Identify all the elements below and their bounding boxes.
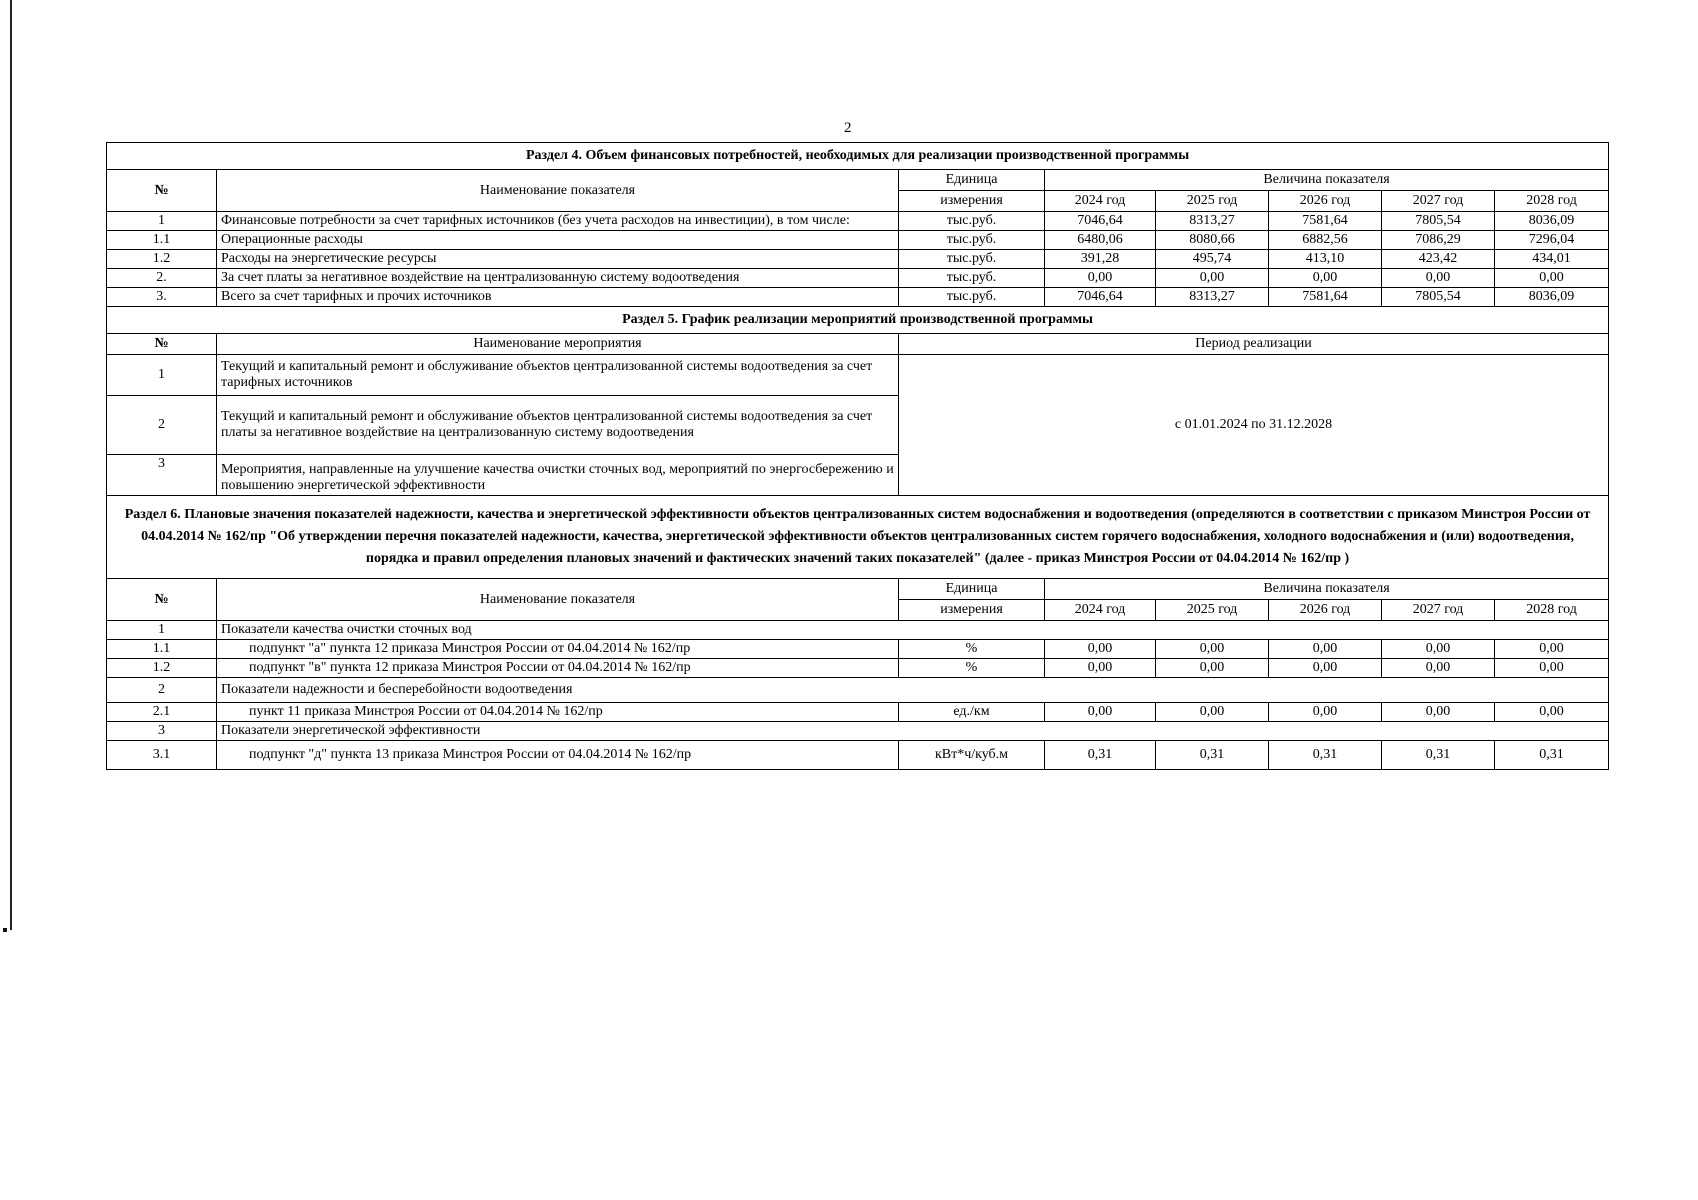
- col-num-header: №: [107, 334, 217, 355]
- row-value: 0,00: [1382, 703, 1495, 722]
- col-unit-header-1: Единица: [899, 170, 1045, 191]
- row-value: 0,31: [1156, 741, 1269, 770]
- row-name: подпункт "а" пункта 12 приказа Минстроя России от 04.04.2014 № 162/пр: [217, 640, 899, 659]
- row-name: Расходы на энергетические ресурсы: [217, 250, 899, 269]
- row-num: 3.: [107, 288, 217, 307]
- year-header: 2026 год: [1269, 600, 1382, 621]
- row-name: подпункт "в" пункта 12 приказа Минстроя России от 04.04.2014 № 162/пр: [217, 659, 899, 678]
- row-value: 7046,64: [1045, 288, 1156, 307]
- table-row: [107, 355, 1609, 396]
- table-row: [107, 659, 1609, 678]
- row-value: 0,00: [1269, 659, 1382, 678]
- row-value: 7046,64: [1045, 212, 1156, 231]
- row-value: 0,00: [1495, 269, 1609, 288]
- row-value: 8313,27: [1156, 288, 1269, 307]
- section6-title: Раздел 6. Плановые значения показателей надежности, качества и энергетической эффективности объектов централизованных систем водоснабжения и водоотведения (определяются в соответствии с приказом Минстроя России от 04.04.2014 № 162/пр "Об утверждении перечня показателей надежности, качества, энергетической эффективности объектов централизованных систем горячего водоснабжения, холодного водоснабжения и (или) водоотведения, порядка и правил определения плановых значений и фактических значений таких показателей" (далее - приказ Минстроя России от 04.04.2014 № 162/пр ): [107, 496, 1609, 579]
- row-unit: тыс.руб.: [899, 269, 1045, 288]
- group-num: 1: [107, 621, 217, 640]
- row-value: 0,00: [1045, 703, 1156, 722]
- row-num: 2: [107, 396, 217, 455]
- page-edge-mark: [3, 928, 7, 932]
- row-num: 1: [107, 212, 217, 231]
- table-row: [107, 703, 1609, 722]
- row-value: 434,01: [1495, 250, 1609, 269]
- group-row: [107, 621, 1609, 640]
- row-value: 0,00: [1382, 659, 1495, 678]
- col-num-header: №: [107, 579, 217, 621]
- col-unit-header-1: Единица: [899, 579, 1045, 600]
- row-value: 6480,06: [1045, 231, 1156, 250]
- row-name: Мероприятия, направленные на улучшение качества очистки сточных вод, мероприятий по энергосбережению и повышению энергетической эффективности: [217, 455, 899, 496]
- row-value: 8313,27: [1156, 212, 1269, 231]
- table-row: [107, 288, 1609, 307]
- group-num: 2: [107, 678, 217, 703]
- year-header: 2027 год: [1382, 191, 1495, 212]
- row-num: 2.: [107, 269, 217, 288]
- row-value: 7805,54: [1382, 212, 1495, 231]
- row-value: 7805,54: [1382, 288, 1495, 307]
- row-value: 0,00: [1156, 640, 1269, 659]
- col-name-header: Наименование показателя: [217, 579, 899, 621]
- row-value: 0,00: [1495, 703, 1609, 722]
- row-value: 0,00: [1495, 659, 1609, 678]
- year-header: 2028 год: [1495, 600, 1609, 621]
- row-value: 7086,29: [1382, 231, 1495, 250]
- year-header: 2024 год: [1045, 600, 1156, 621]
- row-value: 0,31: [1269, 741, 1382, 770]
- row-unit: тыс.руб.: [899, 231, 1045, 250]
- row-name: Всего за счет тарифных и прочих источников: [217, 288, 899, 307]
- table-row: [107, 231, 1609, 250]
- page-number: 2: [844, 120, 852, 136]
- row-unit: %: [899, 659, 1045, 678]
- row-unit: тыс.руб.: [899, 288, 1045, 307]
- row-num: 2.1: [107, 703, 217, 722]
- section5-title: Раздел 5. График реализации мероприятий производственной программы: [107, 307, 1609, 334]
- year-header: 2028 год: [1495, 191, 1609, 212]
- row-value: 7581,64: [1269, 288, 1382, 307]
- row-value: 7581,64: [1269, 212, 1382, 231]
- row-value: 0,00: [1045, 659, 1156, 678]
- row-unit: кВт*ч/куб.м: [899, 741, 1045, 770]
- col-value-header: Величина показателя: [1045, 170, 1609, 191]
- row-value: 8080,66: [1156, 231, 1269, 250]
- row-value: 423,42: [1382, 250, 1495, 269]
- row-value: 0,00: [1045, 640, 1156, 659]
- row-value: 413,10: [1269, 250, 1382, 269]
- row-num: 3: [107, 455, 217, 496]
- col-unit-header-2: измерения: [899, 191, 1045, 212]
- row-num: 1.1: [107, 640, 217, 659]
- row-value: 0,00: [1156, 703, 1269, 722]
- row-name: Финансовые потребности за счет тарифных источников (без учета расходов на инвестиции), в том числе:: [217, 212, 899, 231]
- group-name: Показатели надежности и бесперебойности водоотведения: [217, 678, 1609, 703]
- row-name: подпункт "д" пункта 13 приказа Минстроя России от 04.04.2014 № 162/пр: [217, 741, 899, 770]
- row-name: Текущий и капитальный ремонт и обслуживание объектов централизованной системы водоотведения за счет платы за негативное воздействие на централизованную систему водоотведения: [217, 396, 899, 455]
- group-num: 3: [107, 722, 217, 741]
- row-value: 0,00: [1269, 269, 1382, 288]
- row-value: 8036,09: [1495, 288, 1609, 307]
- row-num: 3.1: [107, 741, 217, 770]
- row-value: 0,00: [1495, 640, 1609, 659]
- row-num: 1.2: [107, 250, 217, 269]
- row-value: 0,31: [1045, 741, 1156, 770]
- row-value: 0,00: [1156, 269, 1269, 288]
- row-value: 495,74: [1156, 250, 1269, 269]
- row-value: 7296,04: [1495, 231, 1609, 250]
- table-row: [107, 250, 1609, 269]
- row-num: 1.2: [107, 659, 217, 678]
- implementation-period: с 01.01.2024 по 31.12.2028: [899, 355, 1609, 496]
- row-name: За счет платы за негативное воздействие на централизованную систему водоотведения: [217, 269, 899, 288]
- col-value-header: Величина показателя: [1045, 579, 1609, 600]
- production-program-table: [106, 142, 1609, 770]
- year-header: 2027 год: [1382, 600, 1495, 621]
- page-edge-line: [10, 0, 12, 930]
- row-unit: тыс.руб.: [899, 250, 1045, 269]
- row-value: 0,00: [1269, 703, 1382, 722]
- year-header: 2026 год: [1269, 191, 1382, 212]
- row-value: 0,31: [1382, 741, 1495, 770]
- col-unit-header-2: измерения: [899, 600, 1045, 621]
- row-num: 1.1: [107, 231, 217, 250]
- row-name: пункт 11 приказа Минстроя России от 04.04.2014 № 162/пр: [217, 703, 899, 722]
- row-unit: %: [899, 640, 1045, 659]
- row-value: 6882,56: [1269, 231, 1382, 250]
- col-period-header: Период реализации: [899, 334, 1609, 355]
- row-value: 0,00: [1382, 269, 1495, 288]
- col-num-header: №: [107, 170, 217, 212]
- row-value: 0,00: [1269, 640, 1382, 659]
- row-value: 0,31: [1495, 741, 1609, 770]
- group-name: Показатели качества очистки сточных вод: [217, 621, 1609, 640]
- col-activity-header: Наименование мероприятия: [217, 334, 899, 355]
- table-row: [107, 212, 1609, 231]
- row-name: Операционные расходы: [217, 231, 899, 250]
- table-row: [107, 741, 1609, 770]
- group-row: [107, 722, 1609, 741]
- group-name: Показатели энергетической эффективности: [217, 722, 1609, 741]
- row-name: Текущий и капитальный ремонт и обслуживание объектов централизованной системы водоотведения за счет тарифных источников: [217, 355, 899, 396]
- row-unit: ед./км: [899, 703, 1045, 722]
- row-unit: тыс.руб.: [899, 212, 1045, 231]
- row-num: 1: [107, 355, 217, 396]
- section4-title: Раздел 4. Объем финансовых потребностей, необходимых для реализации производственной программы: [107, 143, 1609, 170]
- year-header: 2025 год: [1156, 191, 1269, 212]
- year-header: 2025 год: [1156, 600, 1269, 621]
- row-value: 8036,09: [1495, 212, 1609, 231]
- row-value: 391,28: [1045, 250, 1156, 269]
- table-row: [107, 269, 1609, 288]
- table-row: [107, 640, 1609, 659]
- group-row: [107, 678, 1609, 703]
- row-value: 0,00: [1156, 659, 1269, 678]
- year-header: 2024 год: [1045, 191, 1156, 212]
- col-name-header: Наименование показателя: [217, 170, 899, 212]
- row-value: 0,00: [1045, 269, 1156, 288]
- row-value: 0,00: [1382, 640, 1495, 659]
